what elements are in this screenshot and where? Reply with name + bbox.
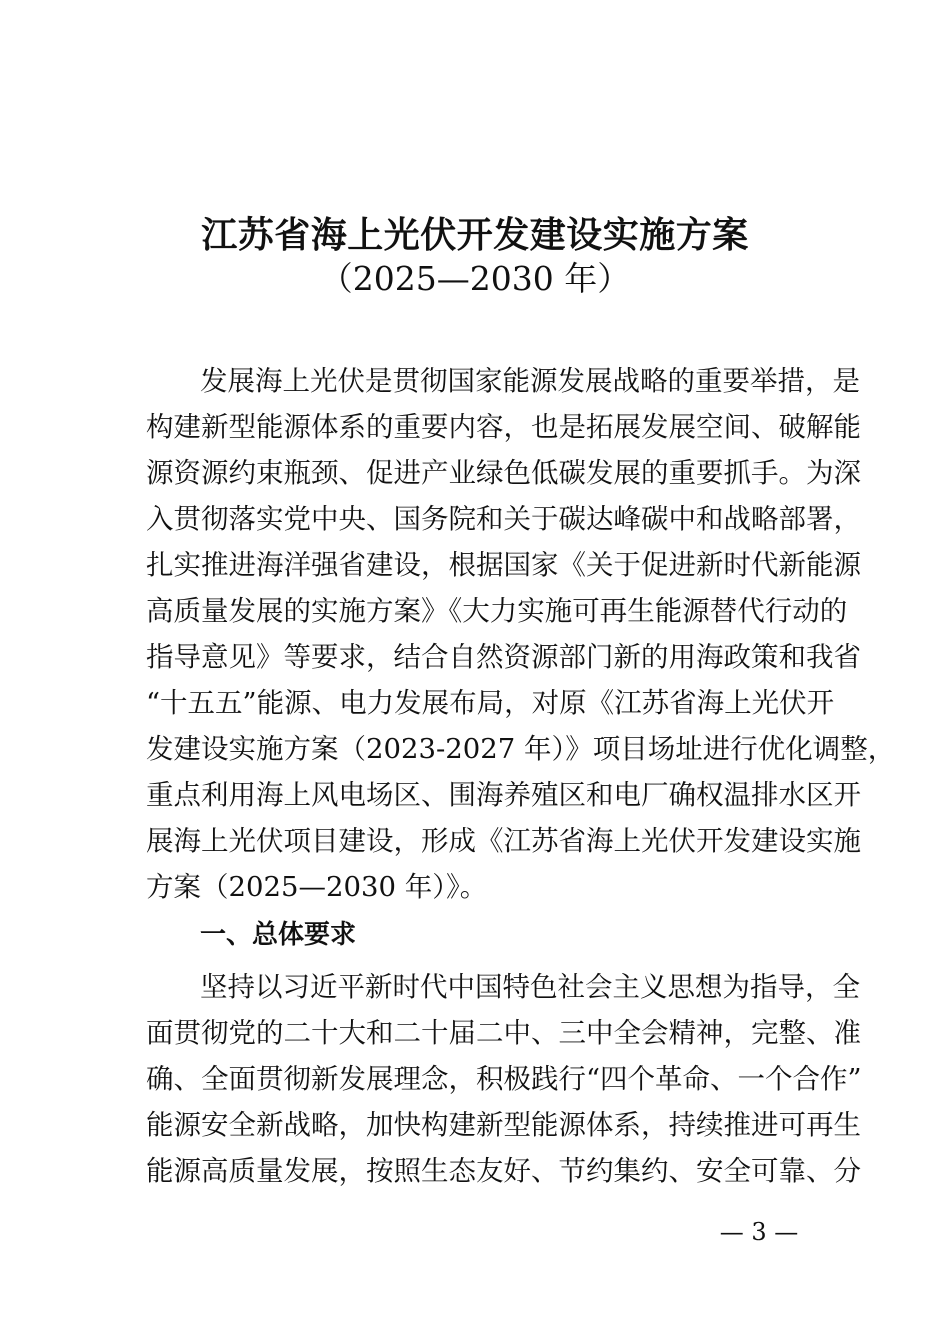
intro-line-7: 指导意见》等要求，结合自然资源部门新的用海政策和我省 [146, 641, 861, 673]
intro-line-11: 展海上光伏项目建设，形成《江苏省海上光伏开发建设实施 [146, 825, 861, 857]
section-line-2: 面贯彻党的二十大和二十届二中、三中全会精神，完整、准 [146, 1017, 861, 1049]
section-line-1: 坚持以习近平新时代中国特色社会主义思想为指导，全 [200, 971, 860, 1003]
intro-line-12: 方案（2025—2030 年）》。 [146, 871, 488, 903]
intro-line-8: “十五五”能源、电力发展布局，对原《江苏省海上光伏开 [146, 687, 835, 719]
section-line-5: 能源高质量发展，按照生态友好、节约集约、安全可靠、分 [146, 1155, 861, 1187]
intro-line-9: 发建设实施方案（2023-2027 年）》项目场址进行优化调整， [146, 733, 896, 765]
page-number: — 3 — [719, 1218, 799, 1246]
intro-line-1: 发展海上光伏是贯彻国家能源发展战略的重要举措，是 [200, 365, 860, 397]
intro-line-4: 入贯彻落实党中央、国务院和关于碳达峰碳中和战略部署， [146, 503, 861, 535]
intro-line-6: 高质量发展的实施方案》《大力实施可再生能源替代行动的 [146, 595, 848, 627]
document-subtitle: （2025—2030 年） [319, 259, 631, 298]
section-line-3: 确、全面贯彻新发展理念，积极践行“四个革命、一个合作” [146, 1063, 862, 1095]
section-heading: 一、总体要求 [200, 920, 357, 950]
intro-line-10: 重点利用海上风电场区、围海养殖区和电厂确权温排水区开 [146, 779, 861, 811]
intro-line-2: 构建新型能源体系的重要内容，也是拓展发展空间、破解能 [146, 411, 861, 443]
intro-line-5: 扎实推进海洋强省建设，根据国家《关于促进新时代新能源 [146, 549, 861, 581]
section-line-4: 能源安全新战略，加快构建新型能源体系，持续推进可再生 [146, 1109, 861, 1141]
document-title: 江苏省海上光伏开发建设实施方案 [201, 214, 749, 256]
intro-line-3: 源资源约束瓶颈、促进产业绿色低碳发展的重要抓手。为深 [146, 457, 861, 489]
